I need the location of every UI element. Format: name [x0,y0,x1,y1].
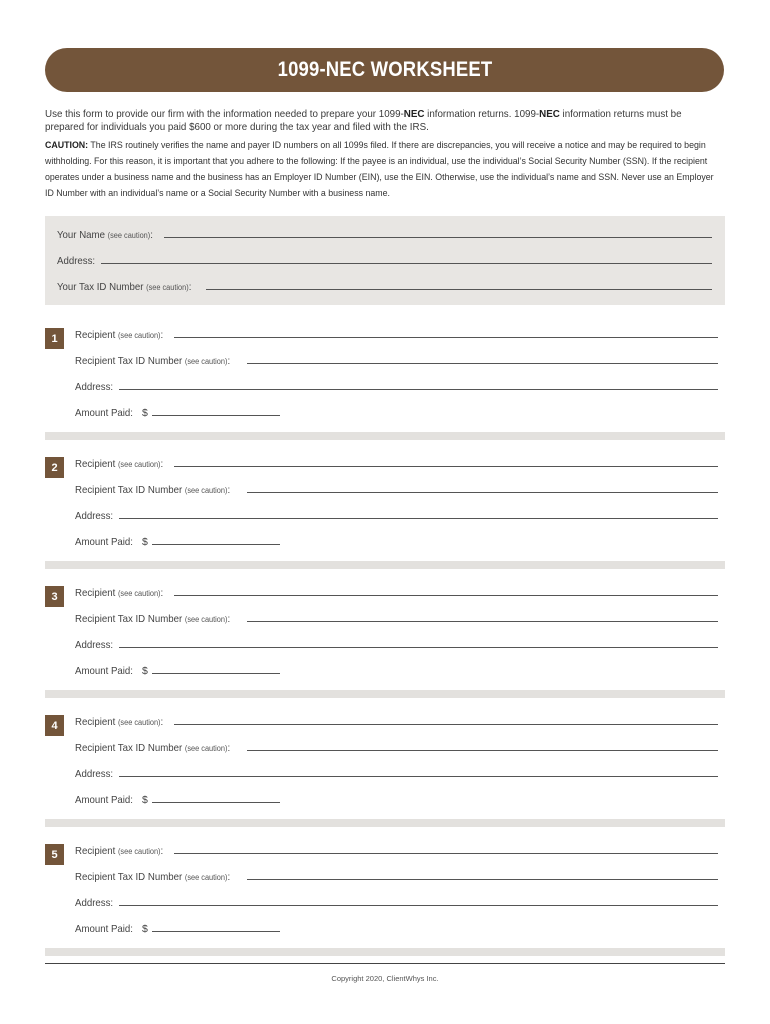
amount-paid-line[interactable] [152,544,280,545]
recipient-label: Recipient [75,458,116,470]
recipient-tax-id-label: Recipient Tax ID Number [75,613,183,625]
section-divider [45,819,725,827]
recipient-tax-id-label: Recipient Tax ID Number [75,355,183,367]
see-caution-note: (see caution) [117,460,161,469]
recipient-name-field[interactable]: Recipient (see caution): [75,327,718,341]
recipient-address-field[interactable] [75,379,718,393]
recipient-label: Recipient [75,845,116,857]
your-name-label: Your Name [57,229,105,241]
recipient-tax-id-field[interactable]: Recipient Tax ID Number (see caution): [75,353,718,367]
recipient-address-field[interactable] [75,637,718,651]
recipient-address-line[interactable] [119,518,718,519]
section-divider [45,948,725,956]
recipient-address-field[interactable] [75,895,718,909]
copyright: Copyright 2020, ClientWhys Inc. [331,974,439,983]
see-caution-note: (see caution) [184,486,228,495]
intro-paragraph [45,108,707,134]
see-caution-note: (see caution) [184,873,228,882]
recipient-label: Recipient [75,716,116,728]
section-divider [45,432,725,440]
amount-paid-label: Amount Paid: [75,536,134,548]
intro-text: information returns. 1099- [424,109,540,120]
recipient-tax-id-line[interactable] [247,363,718,364]
dollar-sign: $ [142,923,148,935]
recipient-name-line[interactable] [174,853,718,854]
amount-paid-field[interactable] [75,921,718,935]
your-tax-id-label: Your Tax ID Number [57,281,144,293]
recipient-address-line[interactable] [119,647,718,648]
amount-paid-label: Amount Paid: [75,794,134,806]
intro-text: information returns must be prepared for individuals you paid $600 or more during the tax year and filed with the IRS. [45,109,682,133]
see-caution-note: (see caution) [184,357,228,366]
see-caution-note: (see caution) [184,744,228,753]
your-name-line[interactable] [164,237,712,238]
your-address-field[interactable] [57,253,712,267]
your-address-label: Address: [57,255,96,267]
dollar-sign: $ [142,536,148,548]
amount-paid-field[interactable] [75,663,718,677]
recipient-label: Recipient [75,329,116,341]
recipient-tax-id-field[interactable]: Recipient Tax ID Number (see caution): [75,740,718,754]
amount-paid-line[interactable] [152,802,280,803]
recipient-name-field[interactable]: Recipient (see caution): [75,585,718,599]
recipient-tax-id-line[interactable] [247,492,718,493]
recipient-number-badge: 5 [45,844,64,865]
your-address-line[interactable] [101,263,712,264]
see-caution-note: (see caution) [117,589,161,598]
recipient-tax-id-line[interactable] [247,621,718,622]
recipient-name-field[interactable]: Recipient (see caution): [75,843,718,857]
your-tax-id-field[interactable]: Your Tax ID Number (see caution): [57,279,712,293]
amount-paid-label: Amount Paid: [75,923,134,935]
see-caution-note: (see caution) [184,615,228,624]
recipient-address-label: Address: [75,897,114,909]
amount-paid-field[interactable] [75,792,718,806]
recipient-address-label: Address: [75,381,114,393]
recipient-address-line[interactable] [119,905,718,906]
recipient-address-line[interactable] [119,776,718,777]
your-tax-id-line[interactable] [206,289,712,290]
intro-nec: NEC [403,109,425,120]
see-caution-note: (see caution) [117,718,161,727]
recipient-name-line[interactable] [174,724,718,725]
amount-paid-label: Amount Paid: [75,407,134,419]
amount-paid-field[interactable] [75,534,718,548]
recipient-tax-id-label: Recipient Tax ID Number [75,871,183,883]
recipient-tax-id-field[interactable]: Recipient Tax ID Number (see caution): [75,482,718,496]
see-caution-note: (see caution) [107,231,151,240]
recipient-name-line[interactable] [174,595,718,596]
recipient-number-badge: 3 [45,586,64,607]
recipient-tax-id-line[interactable] [247,879,718,880]
recipient-number-badge: 4 [45,715,64,736]
recipient-label: Recipient [75,587,116,599]
amount-paid-line[interactable] [152,673,280,674]
recipient-address-label: Address: [75,639,114,651]
dollar-sign: $ [142,665,148,677]
recipient-number-badge: 2 [45,457,64,478]
recipient-tax-id-field[interactable]: Recipient Tax ID Number (see caution): [75,869,718,883]
dollar-sign: $ [142,794,148,806]
recipient-tax-id-line[interactable] [247,750,718,751]
dollar-sign: $ [142,407,148,419]
recipient-tax-id-label: Recipient Tax ID Number [75,742,183,754]
recipient-name-line[interactable] [174,466,718,467]
recipient-number-badge: 1 [45,328,64,349]
recipient-address-label: Address: [75,768,114,780]
your-name-field[interactable]: Your Name (see caution): [57,227,712,241]
caution-label: CAUTION: [45,140,89,150]
recipient-name-field[interactable]: Recipient (see caution): [75,456,718,470]
amount-paid-line[interactable] [152,931,280,932]
section-divider [45,561,725,569]
amount-paid-line[interactable] [152,415,280,416]
amount-paid-label: Amount Paid: [75,665,134,677]
caution-paragraph [45,137,714,201]
see-caution-note: (see caution) [117,331,161,340]
footer-divider [45,963,725,964]
see-caution-note: (see caution) [146,283,189,292]
recipient-address-label: Address: [75,510,114,522]
recipient-address-field[interactable] [75,508,718,522]
intro-text: Use this form to provide our firm with the information needed to prepare your 1099- [45,109,404,120]
section-divider [45,690,725,698]
see-caution-note: (see caution) [117,847,161,856]
recipient-tax-id-label: Recipient Tax ID Number [75,484,183,496]
recipient-address-field[interactable] [75,766,718,780]
intro-nec: NEC [539,109,560,120]
recipient-name-line[interactable] [174,337,718,338]
caution-text: The IRS routinely verifies the name and payer ID numbers on all 1099s filed. If there are discrepancies, you will receive a notice and may be required to begin withholding. For this reason, it is important that you adhere to the following: If the payee is an individual, use the individual’s Social Security Number (SSN). If the recipient operates under a business name and the business has an Employer ID Number (EIN), use the EIN. Otherwise, use the individual’s name and SSN. Never use an Employer ID Number with an individual’s name or a Social Security Number with a business name. [45,140,714,198]
recipient-tax-id-field[interactable]: Recipient Tax ID Number (see caution): [75,611,718,625]
title-banner [45,48,724,92]
page-title: 1099-NEC WORKSHEET [277,58,492,81]
amount-paid-field[interactable] [75,405,718,419]
recipient-address-line[interactable] [119,389,718,390]
recipient-name-field[interactable]: Recipient (see caution): [75,714,718,728]
